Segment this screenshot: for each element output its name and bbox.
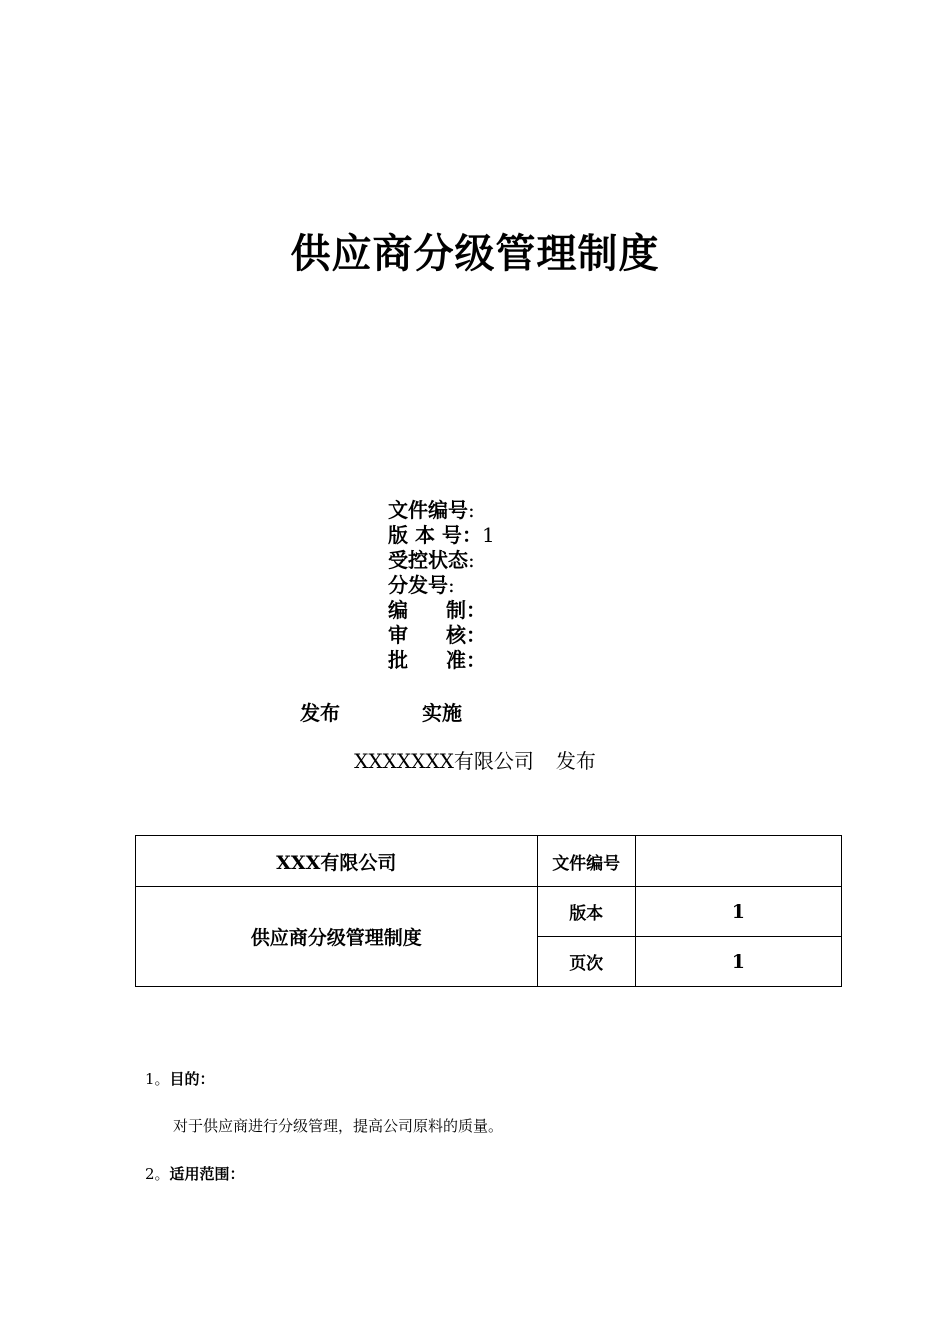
section-heading-purpose <box>145 1068 215 1089</box>
document-meta-block <box>388 498 495 673</box>
meta-label: 批 准： <box>388 648 486 672</box>
meta-colon: ： <box>461 523 482 547</box>
meta-label: 版 本 号 <box>388 523 462 547</box>
meta-value: 1 <box>481 523 495 547</box>
section-body-purpose: 对于供应商进行分级管理，提高公司原料的质量。 <box>173 1117 504 1135</box>
section-title: 适用范围： <box>169 1165 245 1183</box>
doc-number-label-cell: 文件编号 <box>537 836 635 887</box>
meta-colon: : <box>448 573 455 597</box>
meta-colon: : <box>468 548 475 572</box>
meta-row-version <box>388 523 495 548</box>
meta-row-distribution-number <box>388 573 495 598</box>
table-row <box>136 836 842 887</box>
section-title: 目的： <box>169 1070 215 1088</box>
section-heading-scope <box>145 1163 245 1184</box>
meta-label: 编 制： <box>388 598 486 622</box>
company-publisher: XXXXXXX有限公司 <box>354 749 534 773</box>
page-value-cell: 1 <box>635 937 841 987</box>
meta-row-prepared-by <box>388 598 495 623</box>
company-publisher-line <box>0 745 950 774</box>
page-label-cell: 页次 <box>537 937 635 987</box>
meta-row-control-status <box>388 548 495 573</box>
doc-title-cell: 供应商分级管理制度 <box>136 887 538 987</box>
company-cell: XXX有限公司 <box>136 836 538 887</box>
publish-date-label: 发布 <box>300 701 340 725</box>
table-row <box>136 887 842 937</box>
meta-label: 文件编号 <box>388 498 468 522</box>
meta-label: 受控状态 <box>388 548 468 572</box>
meta-label: 审 核： <box>388 623 486 647</box>
version-label-cell: 版本 <box>537 887 635 937</box>
doc-number-value-cell <box>635 836 841 887</box>
meta-row-doc-number <box>388 498 495 523</box>
implement-date-label: 实施 <box>422 701 462 725</box>
publish-suffix: 发布 <box>555 749 596 773</box>
section-number: 2。 <box>145 1165 170 1183</box>
section-number: 1。 <box>145 1070 170 1088</box>
meta-row-reviewed-by <box>388 623 495 648</box>
meta-colon: : <box>468 498 475 522</box>
document-header-table <box>135 835 842 987</box>
document-title: 供应商分级管理制度 <box>290 230 660 277</box>
meta-label: 分发号 <box>388 573 448 597</box>
meta-row-approved-by <box>388 648 495 673</box>
version-value-cell: 1 <box>635 887 841 937</box>
